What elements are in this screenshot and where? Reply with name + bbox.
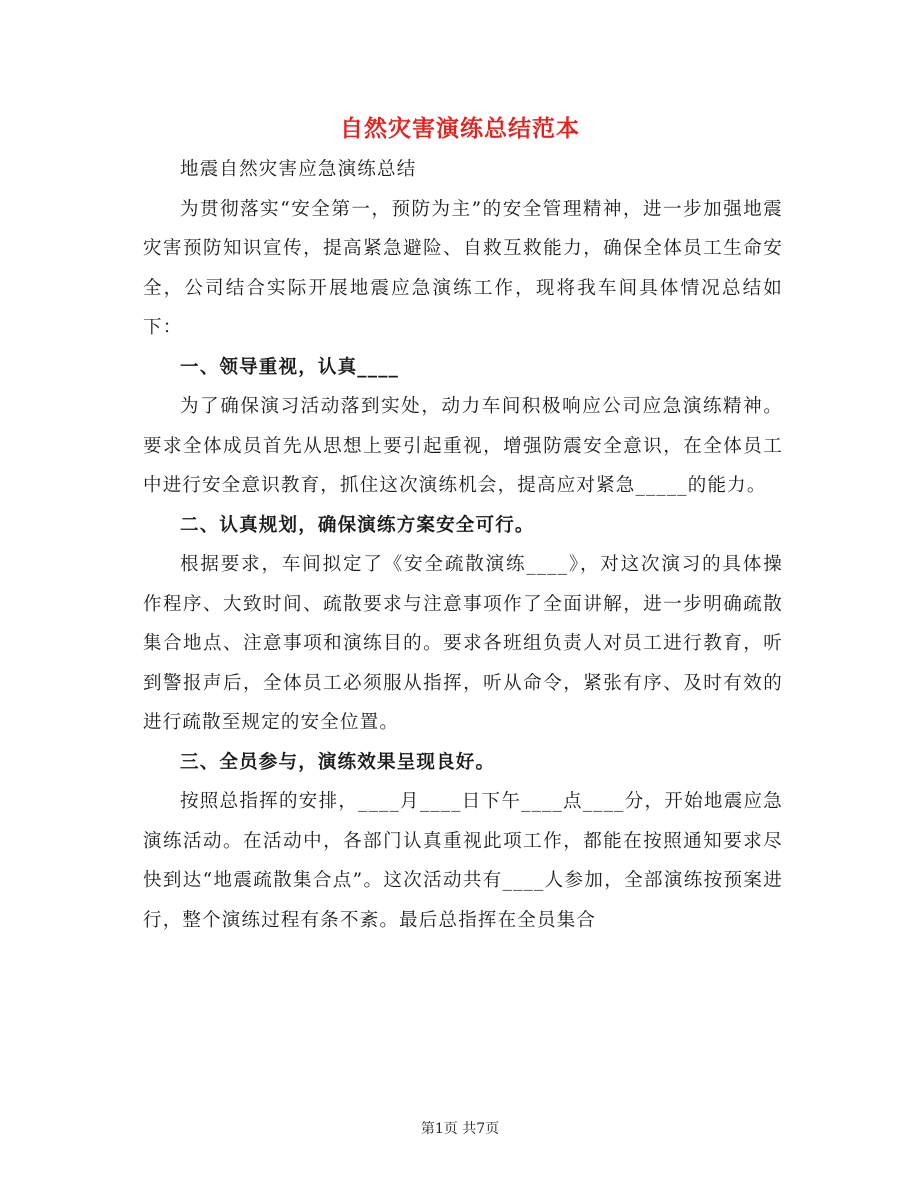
section-heading-3: 三、全员参与，演练效果呈现良好。: [180, 751, 496, 773]
page-number-footer: 第1页 共7页: [420, 1121, 500, 1137]
document-title: 自然灾害演练总结范本: [340, 115, 580, 142]
section-heading-2: 二、认真规划，确保演练方案安全可行。: [180, 514, 535, 536]
section-body-1: 为了确保演习活动落到实处，动力车间积极响应公司应急演练精神。要求全体成员首先从思想上要引起重视，增强防震安全意识，在全体员工中进行安全意识教育，抓住这次演练机会，提高应对紧急_____的能力。: [143, 396, 783, 496]
section-heading-1: 一、领导重视，认真____: [180, 356, 400, 378]
section-body-3: 按照总指挥的安排，____月____日下午____点____分，开始地震应急演练活动。在活动中，各部门认真重视此项工作，都能在按照通知要求尽快到达“地震疏散集合点”。这次活动共有____人参加，全部演练按预案进行，整个演练过程有条不紊。最后总指挥在全员集合: [143, 791, 783, 931]
intro-paragraph: 为贯彻落实“安全第一，预防为主”的安全管理精神，进一步加强地震灾害预防知识宣传，提高紧急避险、自救互救能力，确保全体员工生命安全，公司结合实际开展地震应急演练工作，现将我车间具体情况总结如下：: [143, 198, 783, 338]
subtitle-line: 地震自然灾害应急演练总结: [180, 159, 417, 180]
section-body-2: 根据要求，车间拟定了《安全疏散演练____》，对这次演习的具体操作程序、大致时间、疏散要求与注意事项作了全面讲解，进一步明确疏散集合地点、注意事项和演练目的。要求各班组负责人对员工进行教育，听到警报声后，全体员工必须服从指挥，听从命令，紧张有序、及时有效的进行疏散至规定的安全位置。: [143, 554, 783, 733]
document-body: [143, 150, 783, 940]
